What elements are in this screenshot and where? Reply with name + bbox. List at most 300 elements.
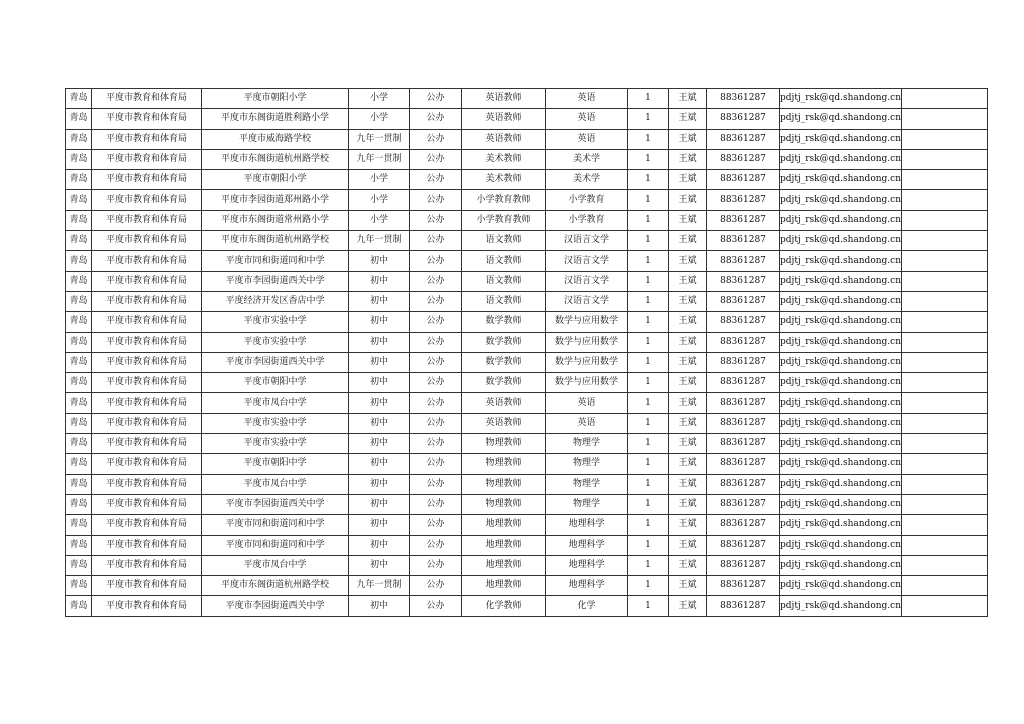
cell-position: 化学教师 <box>462 596 546 616</box>
cell-email: pdjtj_rsk@qd.shandong.cn <box>780 312 902 332</box>
cell-note <box>902 129 988 149</box>
cell-phone: 88361287 <box>707 190 780 210</box>
cell-city: 青岛 <box>66 251 92 271</box>
cell-city: 青岛 <box>66 352 92 372</box>
cell-contact: 王斌 <box>669 149 707 169</box>
cell-count: 1 <box>628 332 669 352</box>
cell-school-type: 初中 <box>349 393 410 413</box>
cell-note <box>902 251 988 271</box>
cell-city: 青岛 <box>66 170 92 190</box>
table-row <box>66 170 988 190</box>
cell-position: 地理教师 <box>462 535 546 555</box>
cell-school-type: 初中 <box>349 454 410 474</box>
cell-city: 青岛 <box>66 129 92 149</box>
cell-city: 青岛 <box>66 515 92 535</box>
cell-note <box>902 271 988 291</box>
cell-school-type: 初中 <box>349 352 410 372</box>
cell-school: 平度市李园街道西关中学 <box>202 352 349 372</box>
cell-major: 美术学 <box>546 149 628 169</box>
table-row <box>66 535 988 555</box>
cell-major: 美术学 <box>546 170 628 190</box>
cell-nature: 公办 <box>410 555 462 575</box>
cell-phone: 88361287 <box>707 474 780 494</box>
cell-authority: 平度市教育和体育局 <box>92 474 202 494</box>
cell-school: 平度市李园街道西关中学 <box>202 596 349 616</box>
cell-authority: 平度市教育和体育局 <box>92 129 202 149</box>
cell-position: 数学教师 <box>462 352 546 372</box>
cell-count: 1 <box>628 271 669 291</box>
table-body <box>66 89 988 617</box>
cell-school-type: 小学 <box>349 89 410 109</box>
cell-phone: 88361287 <box>707 271 780 291</box>
cell-count: 1 <box>628 210 669 230</box>
cell-nature: 公办 <box>410 231 462 251</box>
cell-school-type: 九年一贯制 <box>349 149 410 169</box>
cell-city: 青岛 <box>66 393 92 413</box>
cell-nature: 公办 <box>410 352 462 372</box>
cell-school: 平度市凤台中学 <box>202 555 349 575</box>
cell-email: pdjtj_rsk@qd.shandong.cn <box>780 454 902 474</box>
cell-major: 小学教育 <box>546 190 628 210</box>
cell-nature: 公办 <box>410 109 462 129</box>
cell-note <box>902 555 988 575</box>
cell-note <box>902 170 988 190</box>
cell-authority: 平度市教育和体育局 <box>92 332 202 352</box>
cell-contact: 王斌 <box>669 515 707 535</box>
cell-email: pdjtj_rsk@qd.shandong.cn <box>780 413 902 433</box>
cell-major: 英语 <box>546 89 628 109</box>
cell-major: 英语 <box>546 129 628 149</box>
cell-email: pdjtj_rsk@qd.shandong.cn <box>780 170 902 190</box>
cell-school-type: 小学 <box>349 210 410 230</box>
cell-email: pdjtj_rsk@qd.shandong.cn <box>780 271 902 291</box>
cell-email: pdjtj_rsk@qd.shandong.cn <box>780 231 902 251</box>
cell-count: 1 <box>628 413 669 433</box>
table-row <box>66 393 988 413</box>
cell-school: 平度市朝阳小学 <box>202 170 349 190</box>
cell-position: 语文教师 <box>462 271 546 291</box>
cell-contact: 王斌 <box>669 454 707 474</box>
table-row <box>66 596 988 616</box>
cell-nature: 公办 <box>410 332 462 352</box>
cell-major: 汉语言文学 <box>546 231 628 251</box>
cell-count: 1 <box>628 454 669 474</box>
cell-email: pdjtj_rsk@qd.shandong.cn <box>780 515 902 535</box>
cell-school-type: 九年一贯制 <box>349 129 410 149</box>
cell-major: 地理科学 <box>546 515 628 535</box>
cell-major: 物理学 <box>546 494 628 514</box>
cell-contact: 王斌 <box>669 576 707 596</box>
cell-position: 英语教师 <box>462 129 546 149</box>
cell-school-type: 初中 <box>349 494 410 514</box>
cell-school-type: 初中 <box>349 312 410 332</box>
cell-city: 青岛 <box>66 596 92 616</box>
cell-city: 青岛 <box>66 312 92 332</box>
cell-contact: 王斌 <box>669 373 707 393</box>
table-row <box>66 190 988 210</box>
cell-nature: 公办 <box>410 413 462 433</box>
cell-position: 英语教师 <box>462 413 546 433</box>
cell-nature: 公办 <box>410 393 462 413</box>
cell-position: 地理教师 <box>462 555 546 575</box>
cell-city: 青岛 <box>66 149 92 169</box>
cell-phone: 88361287 <box>707 413 780 433</box>
cell-contact: 王斌 <box>669 393 707 413</box>
cell-position: 英语教师 <box>462 109 546 129</box>
cell-nature: 公办 <box>410 494 462 514</box>
cell-count: 1 <box>628 555 669 575</box>
cell-school: 平度市威海路学校 <box>202 129 349 149</box>
cell-major: 汉语言文学 <box>546 251 628 271</box>
cell-email: pdjtj_rsk@qd.shandong.cn <box>780 352 902 372</box>
cell-count: 1 <box>628 251 669 271</box>
cell-count: 1 <box>628 373 669 393</box>
cell-city: 青岛 <box>66 271 92 291</box>
cell-note <box>902 89 988 109</box>
recruitment-table <box>65 88 988 617</box>
table-row <box>66 271 988 291</box>
cell-authority: 平度市教育和体育局 <box>92 454 202 474</box>
cell-city: 青岛 <box>66 89 92 109</box>
table-row <box>66 515 988 535</box>
cell-major: 地理科学 <box>546 576 628 596</box>
cell-nature: 公办 <box>410 596 462 616</box>
cell-school: 平度市同和街道同和中学 <box>202 251 349 271</box>
cell-major: 英语 <box>546 393 628 413</box>
cell-email: pdjtj_rsk@qd.shandong.cn <box>780 555 902 575</box>
cell-nature: 公办 <box>410 271 462 291</box>
cell-note <box>902 494 988 514</box>
cell-authority: 平度市教育和体育局 <box>92 535 202 555</box>
cell-major: 英语 <box>546 413 628 433</box>
cell-note <box>902 312 988 332</box>
cell-position: 英语教师 <box>462 89 546 109</box>
cell-nature: 公办 <box>410 535 462 555</box>
cell-major: 化学 <box>546 596 628 616</box>
table-row <box>66 210 988 230</box>
cell-phone: 88361287 <box>707 149 780 169</box>
cell-position: 物理教师 <box>462 494 546 514</box>
cell-major: 地理科学 <box>546 535 628 555</box>
cell-school: 平度市实验中学 <box>202 312 349 332</box>
cell-school-type: 初中 <box>349 373 410 393</box>
cell-authority: 平度市教育和体育局 <box>92 291 202 311</box>
cell-authority: 平度市教育和体育局 <box>92 413 202 433</box>
cell-authority: 平度市教育和体育局 <box>92 89 202 109</box>
table-row <box>66 312 988 332</box>
cell-phone: 88361287 <box>707 312 780 332</box>
cell-count: 1 <box>628 515 669 535</box>
cell-email: pdjtj_rsk@qd.shandong.cn <box>780 89 902 109</box>
cell-major: 数学与应用数学 <box>546 332 628 352</box>
cell-position: 数学教师 <box>462 312 546 332</box>
cell-phone: 88361287 <box>707 210 780 230</box>
cell-authority: 平度市教育和体育局 <box>92 576 202 596</box>
cell-school-type: 九年一贯制 <box>349 231 410 251</box>
cell-authority: 平度市教育和体育局 <box>92 271 202 291</box>
cell-position: 小学教育教师 <box>462 210 546 230</box>
cell-contact: 王斌 <box>669 312 707 332</box>
cell-phone: 88361287 <box>707 352 780 372</box>
cell-contact: 王斌 <box>669 190 707 210</box>
cell-authority: 平度市教育和体育局 <box>92 494 202 514</box>
cell-city: 青岛 <box>66 555 92 575</box>
cell-note <box>902 393 988 413</box>
cell-count: 1 <box>628 352 669 372</box>
cell-school-type: 小学 <box>349 170 410 190</box>
cell-school-type: 初中 <box>349 535 410 555</box>
table-row <box>66 89 988 109</box>
cell-count: 1 <box>628 535 669 555</box>
cell-authority: 平度市教育和体育局 <box>92 393 202 413</box>
cell-school-type: 初中 <box>349 555 410 575</box>
cell-note <box>902 210 988 230</box>
cell-major: 物理学 <box>546 434 628 454</box>
cell-contact: 王斌 <box>669 332 707 352</box>
cell-nature: 公办 <box>410 190 462 210</box>
cell-school-type: 初中 <box>349 596 410 616</box>
cell-email: pdjtj_rsk@qd.shandong.cn <box>780 291 902 311</box>
cell-phone: 88361287 <box>707 454 780 474</box>
cell-major: 小学教育 <box>546 210 628 230</box>
cell-contact: 王斌 <box>669 129 707 149</box>
cell-phone: 88361287 <box>707 555 780 575</box>
table-row <box>66 555 988 575</box>
cell-count: 1 <box>628 149 669 169</box>
cell-contact: 王斌 <box>669 494 707 514</box>
cell-email: pdjtj_rsk@qd.shandong.cn <box>780 494 902 514</box>
cell-email: pdjtj_rsk@qd.shandong.cn <box>780 576 902 596</box>
cell-city: 青岛 <box>66 291 92 311</box>
cell-position: 语文教师 <box>462 231 546 251</box>
cell-authority: 平度市教育和体育局 <box>92 596 202 616</box>
cell-major: 数学与应用数学 <box>546 352 628 372</box>
cell-note <box>902 109 988 129</box>
cell-phone: 88361287 <box>707 129 780 149</box>
cell-email: pdjtj_rsk@qd.shandong.cn <box>780 373 902 393</box>
cell-city: 青岛 <box>66 413 92 433</box>
cell-email: pdjtj_rsk@qd.shandong.cn <box>780 393 902 413</box>
cell-phone: 88361287 <box>707 89 780 109</box>
cell-school-type: 初中 <box>349 251 410 271</box>
cell-authority: 平度市教育和体育局 <box>92 149 202 169</box>
cell-school: 平度市凤台中学 <box>202 474 349 494</box>
cell-school: 平度市同和街道同和中学 <box>202 535 349 555</box>
table-row <box>66 474 988 494</box>
cell-contact: 王斌 <box>669 251 707 271</box>
cell-school-type: 小学 <box>349 109 410 129</box>
cell-contact: 王斌 <box>669 291 707 311</box>
cell-nature: 公办 <box>410 149 462 169</box>
cell-authority: 平度市教育和体育局 <box>92 373 202 393</box>
cell-position: 数学教师 <box>462 332 546 352</box>
cell-major: 物理学 <box>546 474 628 494</box>
cell-position: 地理教师 <box>462 515 546 535</box>
table-row <box>66 129 988 149</box>
cell-note <box>902 515 988 535</box>
cell-email: pdjtj_rsk@qd.shandong.cn <box>780 210 902 230</box>
cell-nature: 公办 <box>410 210 462 230</box>
cell-authority: 平度市教育和体育局 <box>92 170 202 190</box>
cell-position: 美术教师 <box>462 149 546 169</box>
cell-note <box>902 291 988 311</box>
cell-school-type: 小学 <box>349 190 410 210</box>
table-row <box>66 231 988 251</box>
cell-contact: 王斌 <box>669 210 707 230</box>
cell-school: 平度市朝阳中学 <box>202 454 349 474</box>
cell-phone: 88361287 <box>707 373 780 393</box>
cell-email: pdjtj_rsk@qd.shandong.cn <box>780 474 902 494</box>
cell-count: 1 <box>628 393 669 413</box>
cell-phone: 88361287 <box>707 494 780 514</box>
cell-contact: 王斌 <box>669 109 707 129</box>
table-row <box>66 291 988 311</box>
cell-major: 物理学 <box>546 454 628 474</box>
cell-nature: 公办 <box>410 170 462 190</box>
cell-city: 青岛 <box>66 210 92 230</box>
cell-city: 青岛 <box>66 373 92 393</box>
cell-count: 1 <box>628 129 669 149</box>
table-row <box>66 149 988 169</box>
table-row <box>66 373 988 393</box>
cell-note <box>902 535 988 555</box>
cell-school: 平度市凤台中学 <box>202 393 349 413</box>
cell-nature: 公办 <box>410 454 462 474</box>
cell-nature: 公办 <box>410 373 462 393</box>
cell-count: 1 <box>628 231 669 251</box>
cell-email: pdjtj_rsk@qd.shandong.cn <box>780 109 902 129</box>
cell-email: pdjtj_rsk@qd.shandong.cn <box>780 535 902 555</box>
cell-school: 平度市李园街道西关中学 <box>202 494 349 514</box>
cell-school-type: 九年一贯制 <box>349 576 410 596</box>
cell-phone: 88361287 <box>707 170 780 190</box>
cell-authority: 平度市教育和体育局 <box>92 109 202 129</box>
cell-note <box>902 231 988 251</box>
cell-contact: 王斌 <box>669 352 707 372</box>
cell-school-type: 初中 <box>349 271 410 291</box>
cell-note <box>902 149 988 169</box>
cell-position: 地理教师 <box>462 576 546 596</box>
table-row <box>66 434 988 454</box>
cell-city: 青岛 <box>66 109 92 129</box>
cell-phone: 88361287 <box>707 535 780 555</box>
cell-contact: 王斌 <box>669 535 707 555</box>
cell-authority: 平度市教育和体育局 <box>92 190 202 210</box>
cell-note <box>902 332 988 352</box>
cell-city: 青岛 <box>66 434 92 454</box>
cell-count: 1 <box>628 89 669 109</box>
cell-position: 英语教师 <box>462 393 546 413</box>
table-row <box>66 494 988 514</box>
cell-note <box>902 454 988 474</box>
cell-note <box>902 190 988 210</box>
cell-city: 青岛 <box>66 535 92 555</box>
cell-phone: 88361287 <box>707 393 780 413</box>
cell-count: 1 <box>628 494 669 514</box>
cell-school: 平度市东阁街道杭州路学校 <box>202 231 349 251</box>
cell-school-type: 初中 <box>349 291 410 311</box>
cell-position: 物理教师 <box>462 474 546 494</box>
cell-count: 1 <box>628 596 669 616</box>
cell-nature: 公办 <box>410 474 462 494</box>
cell-city: 青岛 <box>66 576 92 596</box>
cell-phone: 88361287 <box>707 251 780 271</box>
cell-authority: 平度市教育和体育局 <box>92 555 202 575</box>
cell-phone: 88361287 <box>707 515 780 535</box>
table-row <box>66 352 988 372</box>
cell-contact: 王斌 <box>669 271 707 291</box>
cell-position: 语文教师 <box>462 251 546 271</box>
cell-email: pdjtj_rsk@qd.shandong.cn <box>780 129 902 149</box>
table-row <box>66 454 988 474</box>
cell-major: 汉语言文学 <box>546 291 628 311</box>
cell-city: 青岛 <box>66 231 92 251</box>
cell-major: 数学与应用数学 <box>546 312 628 332</box>
cell-note <box>902 373 988 393</box>
cell-authority: 平度市教育和体育局 <box>92 352 202 372</box>
cell-school-type: 初中 <box>349 413 410 433</box>
cell-note <box>902 413 988 433</box>
cell-city: 青岛 <box>66 454 92 474</box>
cell-school: 平度市实验中学 <box>202 434 349 454</box>
cell-position: 语文教师 <box>462 291 546 311</box>
cell-school-type: 初中 <box>349 434 410 454</box>
cell-major: 地理科学 <box>546 555 628 575</box>
table-row <box>66 576 988 596</box>
cell-city: 青岛 <box>66 190 92 210</box>
cell-contact: 王斌 <box>669 170 707 190</box>
cell-count: 1 <box>628 474 669 494</box>
cell-count: 1 <box>628 576 669 596</box>
cell-phone: 88361287 <box>707 231 780 251</box>
cell-school: 平度市李园街道郑州路小学 <box>202 190 349 210</box>
cell-major: 数学与应用数学 <box>546 373 628 393</box>
cell-email: pdjtj_rsk@qd.shandong.cn <box>780 434 902 454</box>
cell-city: 青岛 <box>66 474 92 494</box>
cell-email: pdjtj_rsk@qd.shandong.cn <box>780 251 902 271</box>
cell-position: 物理教师 <box>462 434 546 454</box>
cell-count: 1 <box>628 109 669 129</box>
cell-school: 平度市东阁街道胜利路小学 <box>202 109 349 129</box>
table-row <box>66 413 988 433</box>
cell-phone: 88361287 <box>707 596 780 616</box>
cell-phone: 88361287 <box>707 109 780 129</box>
cell-nature: 公办 <box>410 89 462 109</box>
cell-position: 数学教师 <box>462 373 546 393</box>
cell-school: 平度市实验中学 <box>202 413 349 433</box>
cell-major: 英语 <box>546 109 628 129</box>
cell-school-type: 初中 <box>349 332 410 352</box>
cell-count: 1 <box>628 434 669 454</box>
cell-school: 平度市朝阳中学 <box>202 373 349 393</box>
cell-count: 1 <box>628 312 669 332</box>
cell-school: 平度市李园街道西关中学 <box>202 271 349 291</box>
cell-nature: 公办 <box>410 576 462 596</box>
cell-nature: 公办 <box>410 312 462 332</box>
cell-authority: 平度市教育和体育局 <box>92 210 202 230</box>
cell-contact: 王斌 <box>669 89 707 109</box>
cell-authority: 平度市教育和体育局 <box>92 312 202 332</box>
cell-school: 平度市东阁街道杭州路学校 <box>202 576 349 596</box>
cell-position: 小学教育教师 <box>462 190 546 210</box>
cell-school-type: 初中 <box>349 474 410 494</box>
cell-email: pdjtj_rsk@qd.shandong.cn <box>780 190 902 210</box>
table-row <box>66 332 988 352</box>
cell-school: 平度市东阁街道常州路小学 <box>202 210 349 230</box>
cell-nature: 公办 <box>410 291 462 311</box>
cell-authority: 平度市教育和体育局 <box>92 231 202 251</box>
cell-school: 平度市东阁街道杭州路学校 <box>202 149 349 169</box>
